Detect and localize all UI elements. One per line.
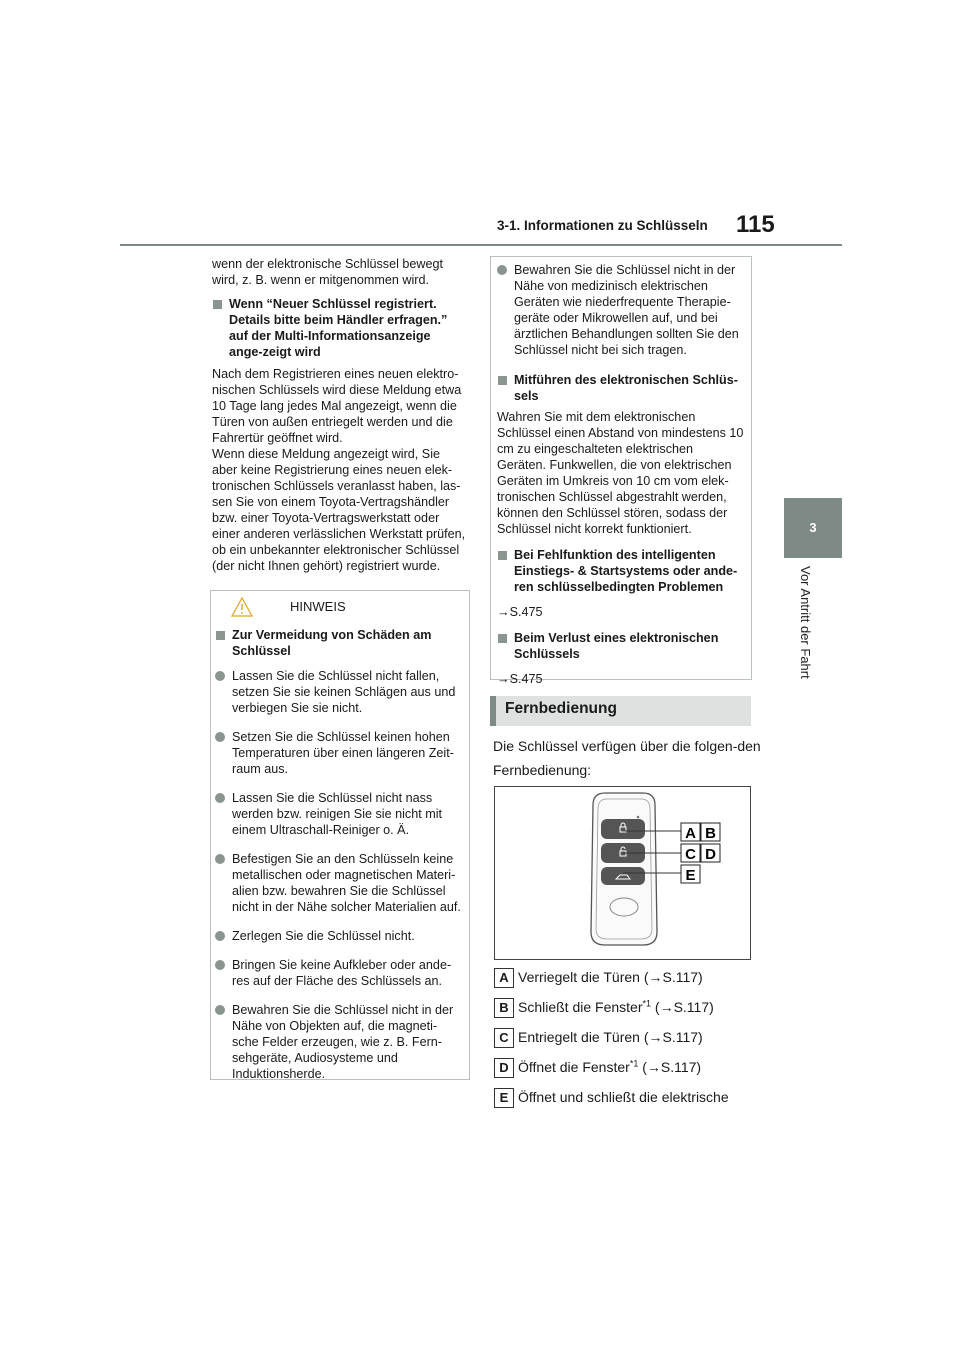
key-letter-badge: E xyxy=(494,1088,514,1108)
figure-label: B xyxy=(705,825,716,842)
trunk-button xyxy=(601,867,645,885)
smart-key-illustration xyxy=(495,787,750,959)
notice-item-text: Lassen Sie die Schlüssel nicht nass werden bzw. reinigen Sie sie nicht mit einem Ultraschall-Reiniger o. Ä. xyxy=(232,791,442,837)
notice-item-text: Bringen Sie keine Aufkleber oder ande-res auf der Fläche des Schlüssels an. xyxy=(232,958,452,988)
chapter-tab-label: Vor Antritt der Fahrt xyxy=(798,566,813,679)
bullet-dot-icon xyxy=(215,732,225,742)
figure-label: A xyxy=(685,825,696,842)
key-letter-badge: A xyxy=(494,968,514,988)
notice-item-text: Bewahren Sie die Schlüssel nicht in der Nähe von medizinisch elektrischen Geräten wie niederfrequente Therapie-geräte oder Mikrowellen auf, und bei ärztlichen Behandlungen sollten Sie den Schlüssel nicht bei sich tragen. xyxy=(514,263,739,357)
notice-item-text: Bewahren Sie die Schlüssel nicht in der Nähe von Objekten auf, die magneti-sche Felder erzeugen, wie z. B. Fern-sehgeräte, Audiosysteme und Induktionsherde. xyxy=(232,1003,454,1081)
warning-triangle-icon xyxy=(231,597,253,617)
key-function-text: Öffnet und schließt die elektrische xyxy=(518,1089,729,1105)
section-header xyxy=(490,696,751,726)
notice-paragraph: Wahren Sie mit dem elektronischen Schlüssel einen Abstand von mindestens 10 cm zu eingeschalteten elektrischen Geräten. Funkwellen, die von elektrischen Geräten im Umkreis von 10 cm vom elek-tronischen Schlüssel abgestrahlt werden, können den Schlüssel stören, sodass der Schlüssel nicht korrekt funktioniert. xyxy=(497,410,744,536)
notice-continued-body xyxy=(497,262,745,687)
bullet-dot-icon xyxy=(215,960,225,970)
key-letter-badge: B xyxy=(494,998,514,1018)
notice-heading-text: Beim Verlust eines elektronischen Schlüssels xyxy=(514,631,719,661)
notice-label: HINWEIS xyxy=(290,599,346,614)
square-bullet-icon xyxy=(498,634,507,643)
bullet-dot-icon xyxy=(215,1005,225,1015)
section-accent xyxy=(490,696,496,726)
notice-heading xyxy=(497,630,745,662)
notice-header xyxy=(211,591,469,623)
notice-heading-text: Zur Vermeidung von Schäden am Schlüssel xyxy=(232,628,432,658)
key-function-text: Entriegelt die Türen (→S.117) xyxy=(518,1029,703,1045)
lock-button xyxy=(601,819,645,839)
square-bullet-icon xyxy=(498,551,507,560)
page-number: 115 xyxy=(736,211,775,238)
key-function-text: Verriegelt die Türen (→S.117) xyxy=(518,969,703,985)
key-function-text: Öffnet die Fenster$^{*1}$ (→S.117) xyxy=(518,1058,702,1075)
lead-paragraph: wenn der elektronische Schlüssel bewegt wird, z. B. wenn er mitgenommen wird. xyxy=(212,257,444,287)
notice-heading xyxy=(215,627,463,659)
notice-item-text: Lassen Sie die Schlüssel nicht fallen, setzen Sie sie keinen Schlägen aus und verbiegen Sie sie nicht. xyxy=(232,669,456,715)
notice-item-text: Setzen Sie die Schlüssel keinen hohen Temperaturen über einen längeren Zeit-raum aus. xyxy=(232,730,454,776)
square-bullet-icon xyxy=(498,376,507,385)
key-function-list xyxy=(494,968,764,1118)
remote-key-figure xyxy=(494,786,751,960)
notice-heading-text: Mitführen des elektronischen Schlüs-sels xyxy=(514,373,738,403)
chapter-tab-strip xyxy=(784,560,842,730)
bullet-dot-icon xyxy=(215,931,225,941)
section-title: 3-1. Informationen zu Schlüsseln xyxy=(497,218,708,233)
notice-item xyxy=(215,1002,463,1082)
square-bullet-icon xyxy=(213,300,222,309)
left-heading-text: Wenn “Neuer Schlüssel registriert. Details bitte beim Händler erfragen.” auf der Multi-Informationsanzeige ange-zeigt wird xyxy=(229,297,448,359)
notice-heading-text: Bei Fehlfunktion des intelligenten Einstiegs- & Startsystems oder ande-ren schlüsselbedingten Problemen xyxy=(514,548,738,594)
notice-item xyxy=(215,851,463,915)
key-function-item xyxy=(494,1028,764,1058)
bullet-dot-icon xyxy=(215,793,225,803)
notice-body xyxy=(215,627,463,1082)
chapter-tab: 3 xyxy=(784,498,842,558)
figure-label: C xyxy=(685,846,696,863)
notice-box xyxy=(210,590,470,1080)
key-function-item xyxy=(494,1088,764,1118)
left-paragraph-2: Wenn diese Meldung angezeigt wird, Sie aber keine Registrierung eines neuen elek-tronischen Schlüssels veranlasst haben, las-sen Sie von einem Toyota-Vertragshändler bzw. einer Toyota-Vertragswerkstatt oder einer anderen verlässlichen Werkstatt prüfen, ob ein unbekannter elektronischer Schlüssel (der nicht Ihnen gehört) registriert wurde. xyxy=(212,447,466,573)
key-function-item xyxy=(494,998,764,1028)
figure-label: D xyxy=(705,846,716,863)
key-function-item xyxy=(494,968,764,998)
bullet-dot-icon xyxy=(215,854,225,864)
left-paragraph-1: Nach dem Registrieren eines neuen elektro-nischen Schlüssels wird diese Meldung etwa 10 Tage lang jedes Mal angezeigt, wenn die Türen von außen entriegelt werden und die Fahrertür geöffnet wird. xyxy=(212,367,462,445)
bullet-dot-icon xyxy=(215,671,225,681)
key-function-item xyxy=(494,1058,764,1088)
notice-item xyxy=(215,729,463,777)
bullet-dot-icon xyxy=(497,265,507,275)
section-title-text: Fernbedienung xyxy=(505,700,617,717)
notice-heading xyxy=(497,547,745,595)
section-intro: Die Schlüssel verfügen über die folgen-den Fernbedienung: xyxy=(493,738,761,778)
notice-item-text: Zerlegen Sie die Schlüssel nicht. xyxy=(232,929,415,943)
header-divider xyxy=(120,244,842,246)
notice-item xyxy=(497,262,745,358)
page-reference: →S.475 xyxy=(497,605,543,619)
notice-item xyxy=(215,957,463,989)
notice-item xyxy=(215,790,463,838)
notice-item xyxy=(215,928,463,944)
figure-label: E xyxy=(685,867,696,884)
left-column xyxy=(212,256,467,574)
notice-box-continued xyxy=(490,256,752,686)
notice-heading xyxy=(497,372,745,404)
notice-item xyxy=(215,668,463,716)
notice-item-text: Befestigen Sie an den Schlüsseln keine metallischen oder magnetischen Materi-alien bzw. bewahren Sie die Schlüssel nicht in der Nähe solcher Materialien auf. xyxy=(232,852,461,914)
page-reference: →S.475 xyxy=(497,672,543,686)
key-letter-badge: D xyxy=(494,1058,514,1078)
square-bullet-icon xyxy=(216,631,225,640)
key-function-text: Schließt die Fenster$^{*1}$ (→S.117) xyxy=(518,998,714,1015)
left-heading xyxy=(212,296,467,360)
key-letter-badge: C xyxy=(494,1028,514,1048)
